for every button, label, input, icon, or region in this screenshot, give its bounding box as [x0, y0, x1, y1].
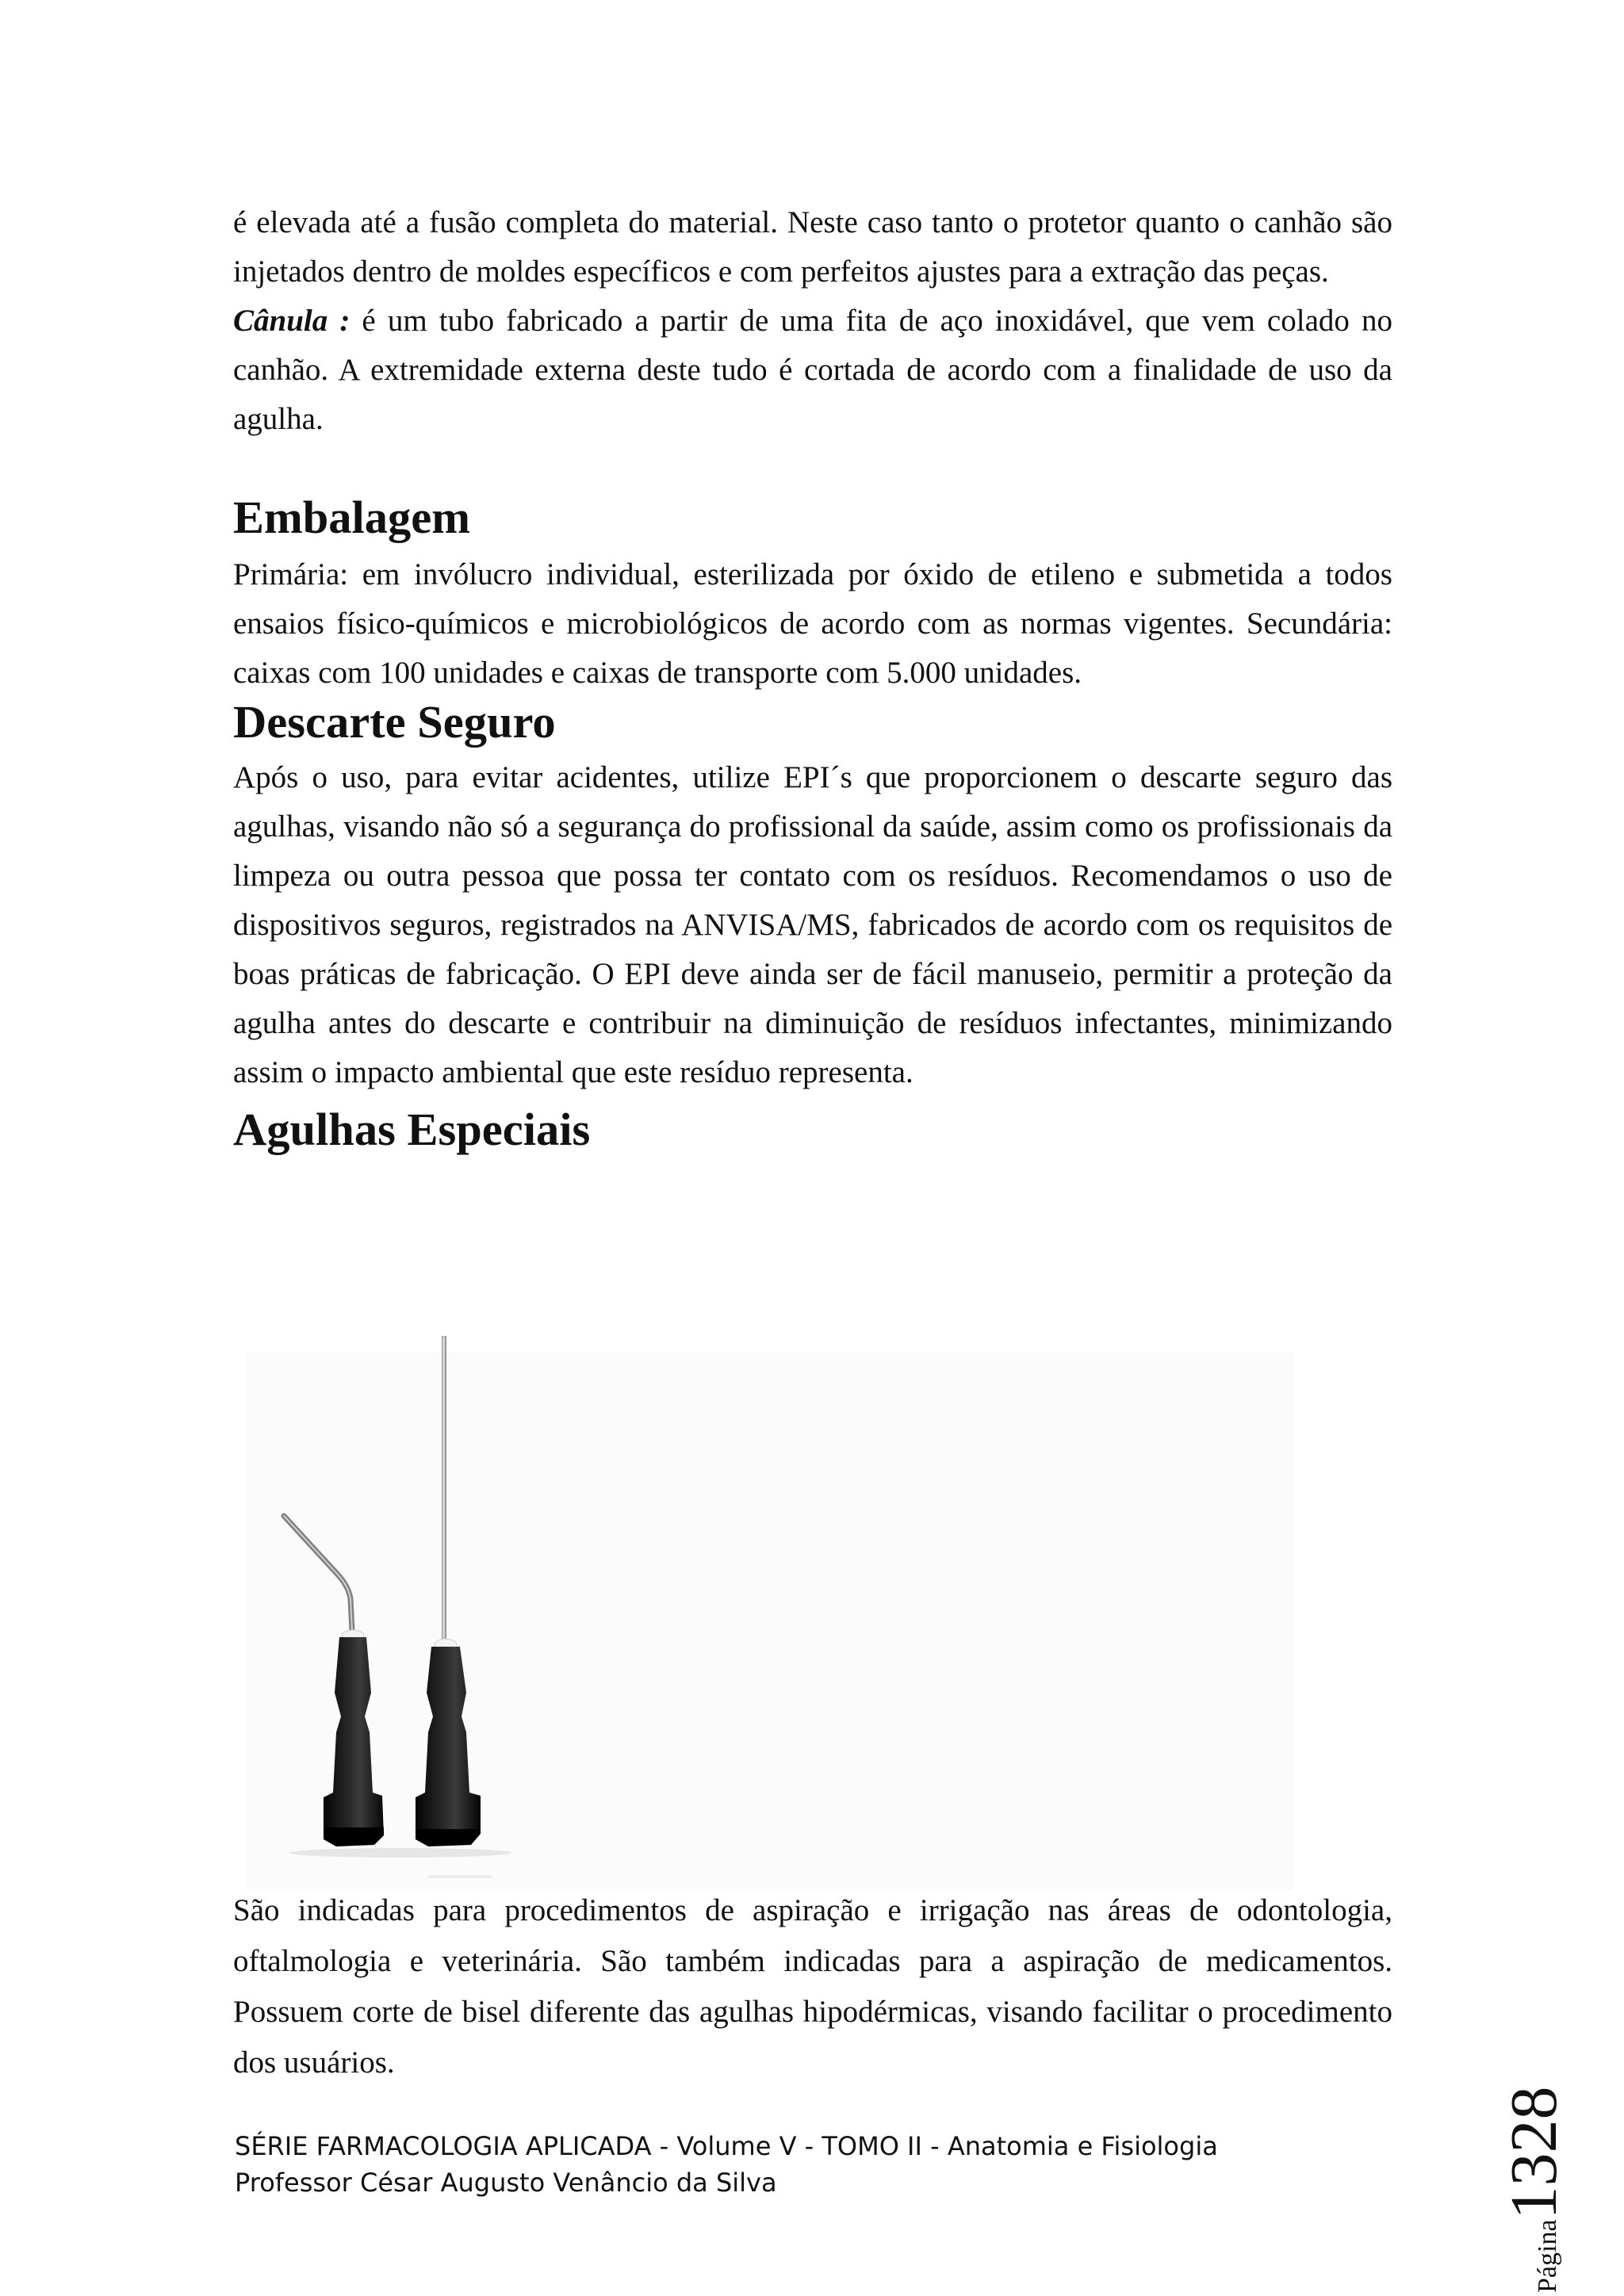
paragraph-descarte: Após o uso, para evitar acidentes, utilize EPI´s que proporcionem o descarte seguro das agulhas, visando não só a segurança do profissional da saúde, assim como os profissionais da limpeza ou outra pessoa que possa ter contato com os resíduos. Recomendamos o uso de dispositivos seguros, registrados na ANVISA/MS, fabricados de acordo com os requisitos de boas práticas de fabricação. O EPI deve ainda ser de fácil manuseio, permitir a proteção da agulha antes do descarte e contribuir na diminuição de resíduos infectantes, minimizando assim o impacto ambiental que este resíduo representa. — [233, 760, 1392, 1089]
intro-text: é elevada até a fusão completa do material. Neste caso tanto o protetor quanto o canhão são injetados dentro de moldes específicos e com perfeitos ajustes para a extração das peças. — [233, 205, 1392, 289]
canula-label: Cânula : — [233, 304, 350, 338]
canula-text: é um tubo fabricado a partir de uma fita de aço inoxidável, que vem colado no canhão. A extremidade externa deste tudo é cortada de acordo com a finalidade de uso da agulha. — [233, 304, 1392, 436]
main-content — [233, 198, 1392, 1154]
straight-needle-cannula — [442, 1336, 446, 1641]
paragraph-intro — [233, 198, 1392, 444]
needles-photo — [238, 1320, 1015, 1891]
paragraph-agulhas-especiais: São indicadas para procedimentos de aspiração e irrigação nas áreas de odontologia, oftalmologia e veterinária. São também indicadas para a aspiração de medicamentos. Possuem corte de bisel diferente das agulhas hipodérmicas, visando facilitar o procedimento dos usuários. — [233, 1893, 1392, 2080]
footer-author: Professor César Augusto Venâncio da Silva — [235, 2168, 777, 2198]
heading-embalagem: Embalagem — [233, 492, 470, 543]
page-number — [1497, 2086, 1571, 2293]
page-label: Página — [1533, 2219, 1562, 2293]
left-needle-hub — [324, 1637, 384, 1846]
bent-needle-cannula — [284, 1516, 352, 1631]
page-number-value: 1328 — [1497, 2086, 1571, 2220]
heading-agulhas-especiais: Agulhas Especiais — [233, 1104, 591, 1155]
heading-descarte-seguro: Descarte Seguro — [233, 696, 556, 748]
paragraph-embalagem: Primária: em invólucro individual, esterilizada por óxido de etileno e submetida a todos ensaios físico-químicos e microbiológicos de acordo com as normas vigentes. Secundária: caixas com 100 unidades e caixas de transporte com 5.000 unidades. — [233, 557, 1392, 690]
right-needle-hub — [416, 1647, 481, 1846]
footer — [235, 2128, 1218, 2201]
footer-series-title: SÉRIE FARMACOLOGIA APLICADA - Volume V - TOMO II - Anatomia e Fisiologia — [235, 2131, 1218, 2161]
